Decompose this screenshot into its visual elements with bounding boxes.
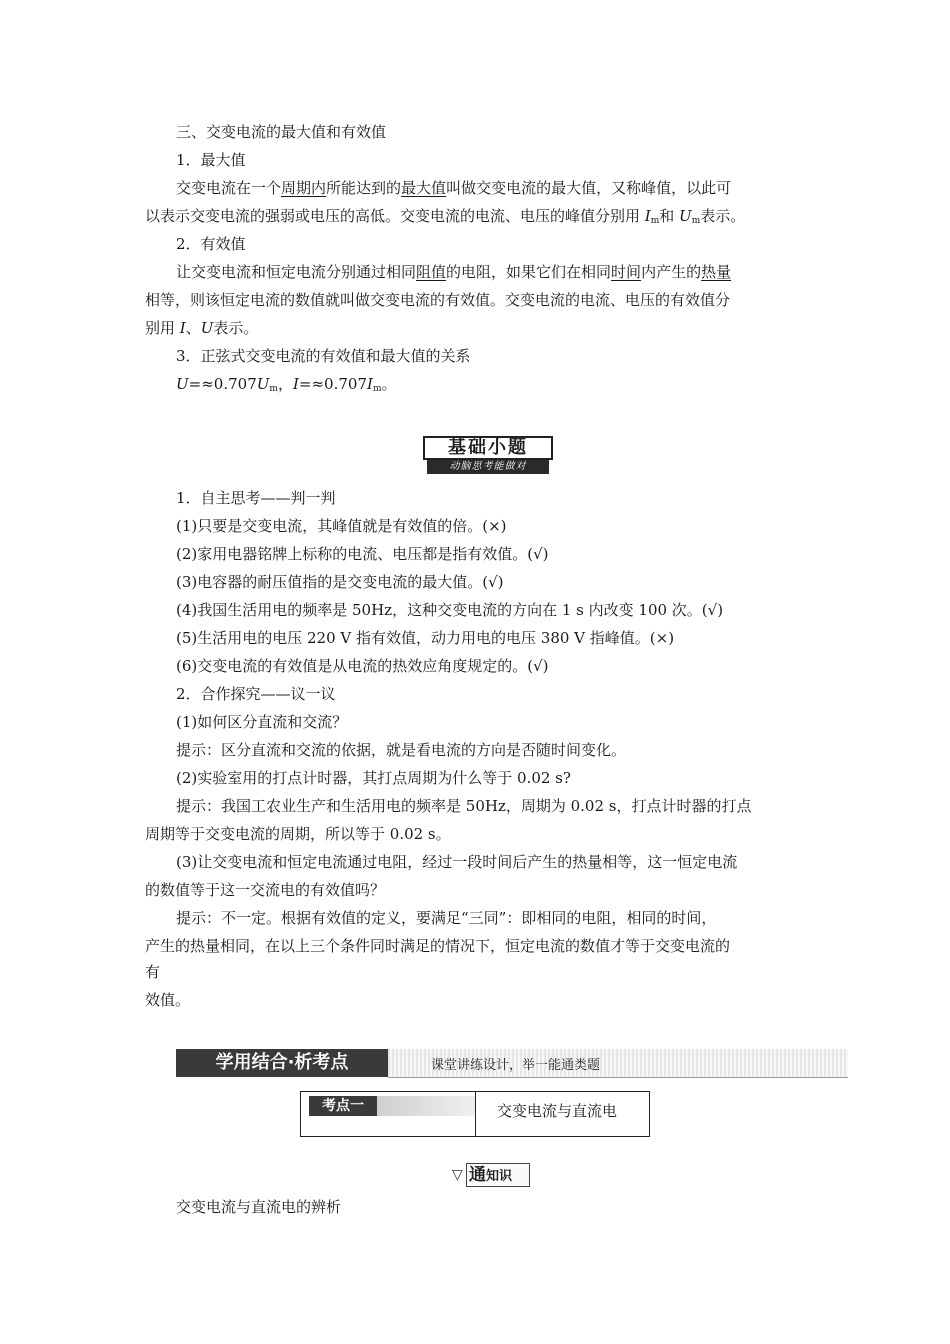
tongzhishi-badge bbox=[452, 1163, 530, 1187]
discuss-hint-cont: 效值。 bbox=[145, 991, 191, 1009]
judge-item: (5)生活用电的电压 220 V 指有效值，动力用电的电压 380 V 指峰值。(×) bbox=[176, 629, 675, 647]
judge-item: (3)电容器的耐压值指的是交变电流的最大值。(√) bbox=[176, 573, 504, 591]
subsection-title-effective: 2．有效值 bbox=[176, 235, 246, 253]
relation-formula: $U=\approx 0.707U_m$，$I=\approx 0.707I_m$。 bbox=[176, 375, 397, 394]
xueyong-tagline: 课堂讲练设计，举一能通类题 bbox=[431, 1058, 601, 1073]
max-paragraph-line1: 交变电流在一个周期内所能达到的最大值叫做交变电流的最大值，又称峰值，以此可 bbox=[176, 179, 732, 197]
discuss-question: (1)如何区分直流和交流？ bbox=[176, 713, 348, 731]
effective-paragraph-line1: 让交变电流和恒定电流分别通过相同阻值的电阻，如果它们在相同时间内产生的热量 bbox=[176, 263, 732, 281]
kaodian-divider bbox=[475, 1092, 476, 1136]
discuss-question: (2)实验室用的打点计时器，其打点周期为什么等于 0.02 s? bbox=[176, 769, 571, 787]
discuss-hint-cont: 周期等于交变电流的周期，所以等于 0.02 s。 bbox=[145, 825, 451, 843]
practice-q1-title: 1．自主思考——判一判 bbox=[176, 489, 336, 507]
effective-paragraph-line2: 相等，则该恒定电流的数值就叫做交变电流的有效值。交变电流的电流、电压的有效值分 bbox=[145, 291, 731, 309]
discuss-hint-cont: 有 bbox=[145, 963, 161, 981]
kaodian-topic: 交变电流与直流电 bbox=[497, 1102, 618, 1120]
subsection-title-max: 1．最大值 bbox=[176, 151, 246, 169]
jichu-subtitle: 动脑思考能做对 bbox=[427, 460, 549, 474]
judge-item: (1)只要是交变电流，其峰值就是有效值的倍。(×) bbox=[176, 517, 507, 535]
judge-item: (2)家用电器铭牌上标称的电流、电压都是指有效值。(√) bbox=[176, 545, 549, 563]
section-heading: 三、交变电流的最大值和有效值 bbox=[176, 123, 387, 141]
jichu-banner bbox=[423, 436, 553, 476]
subsection-title-relation: 3．正弦式交变电流的有效值和最大值的关系 bbox=[176, 347, 471, 365]
discuss-hint: 提示：区分直流和交流的依据，就是看电流的方向是否随时间变化。 bbox=[176, 741, 627, 759]
underline-max: 最大值 bbox=[401, 179, 447, 197]
effective-paragraph-line3: 别用 I、U表示。 bbox=[145, 319, 259, 337]
kaodian-label: 考点一 bbox=[309, 1096, 377, 1116]
tongzhishi-box: 通知识 bbox=[466, 1163, 530, 1187]
judge-item: (6)交变电流的有效值是从电流的热效应角度规定的。(√) bbox=[176, 657, 549, 675]
discuss-question-cont: 的数值等于这一交流电的有效值吗？ bbox=[145, 881, 386, 899]
kaodian-box bbox=[300, 1091, 650, 1137]
discuss-hint-cont: 产生的热量相同，在以上三个条件同时满足的情况下，恒定电流的数值才等于交变电流的 bbox=[145, 937, 731, 955]
discuss-question: (3)让交变电流和恒定电流通过电阻，经过一段时间后产生的热量相等，这一恒定电流 bbox=[176, 853, 738, 871]
discuss-hint: 提示：不一定。根据有效值的定义，要满足“三同”：即相同的电阻，相同的时间， bbox=[176, 909, 717, 927]
max-paragraph-line2: 以表示交变电流的强弱或电压的高低。交变电流的电流、电压的峰值分别用 $I_m$和 $U_m$表示。 bbox=[145, 207, 746, 226]
kaodian-strip bbox=[377, 1096, 475, 1116]
practice-q2-title: 2．合作探究——议一议 bbox=[176, 685, 336, 703]
bulb-icon: ▽ bbox=[452, 1167, 463, 1183]
final-heading: 交变电流与直流电的辨析 bbox=[176, 1198, 342, 1216]
jichu-title: 基础小题 bbox=[423, 436, 553, 460]
underline-period: 周期内 bbox=[281, 179, 327, 197]
discuss-hint: 提示：我国工农业生产和生活用电的频率是 50Hz，周期为 0.02 s，打点计时器的打点 bbox=[176, 797, 752, 815]
xueyong-title: 学用结合·析考点 bbox=[176, 1049, 388, 1077]
xueyong-bar bbox=[176, 1049, 848, 1077]
judge-item: (4)我国生活用电的频率是 50Hz，这种交变电流的方向在 1 s 内改变 100 次。(√) bbox=[176, 601, 724, 619]
